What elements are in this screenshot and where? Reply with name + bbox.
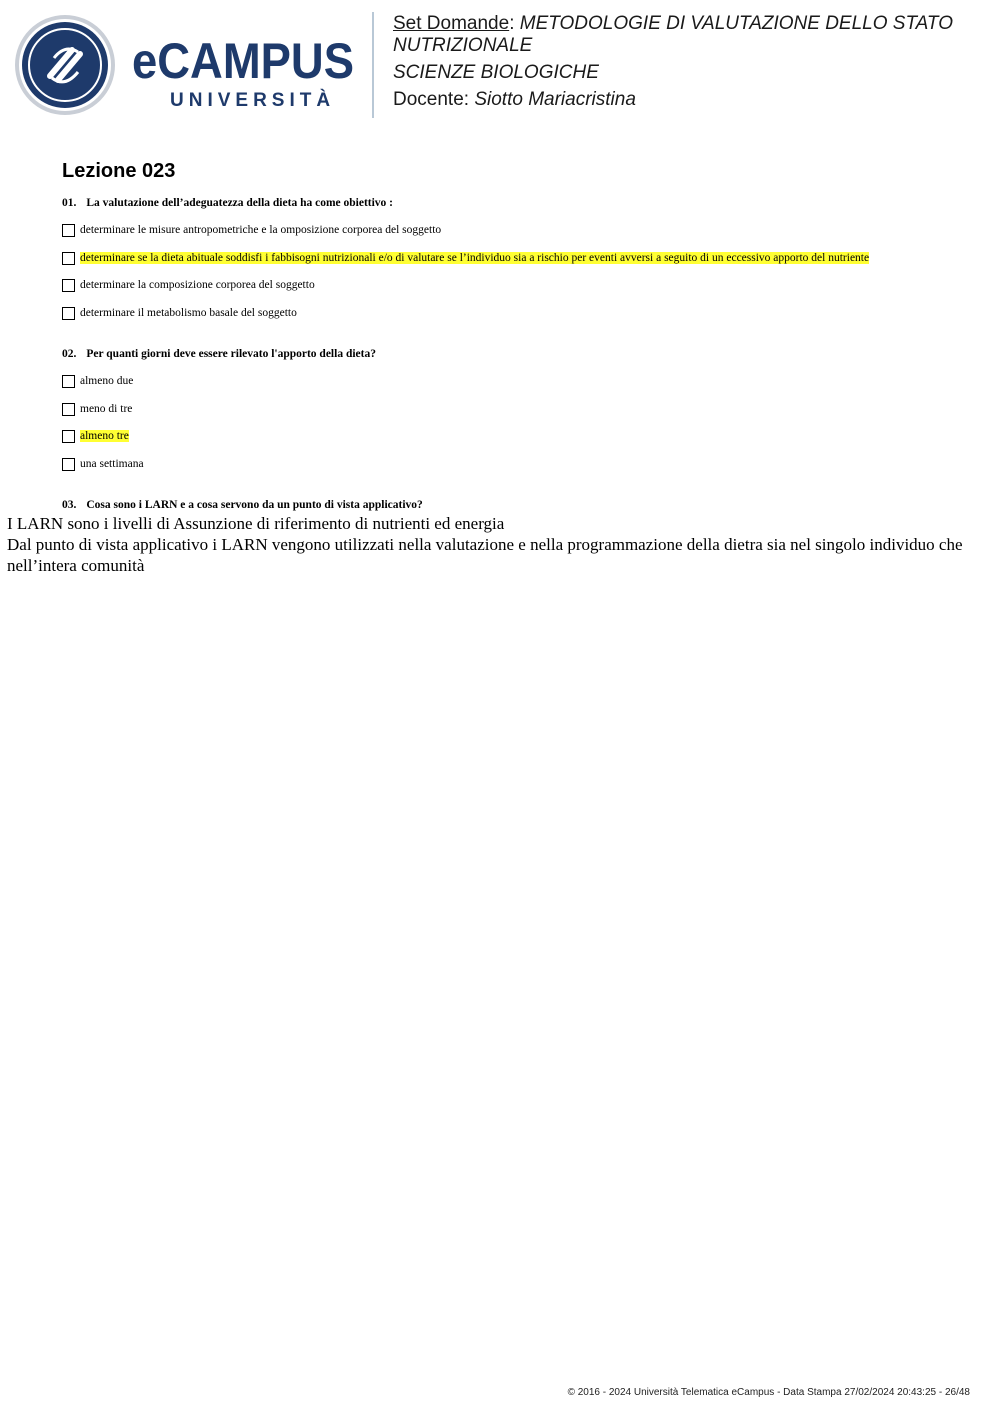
checkbox[interactable] (62, 430, 75, 443)
checkbox[interactable] (62, 458, 75, 471)
option-text: almeno due (80, 375, 134, 387)
teacher-row (393, 89, 983, 111)
svg-text:eCAMPUS: eCAMPUS (132, 33, 354, 89)
question-number: 01. (62, 197, 77, 209)
header-divider (372, 12, 374, 118)
option-q1-c[interactable] (62, 277, 315, 293)
set-separator: : (509, 13, 515, 34)
question-02 (62, 348, 376, 360)
option-q2-c[interactable] (62, 428, 129, 444)
question-text: Per quanti giorni deve essere rilevato l'apporto della dieta? (86, 348, 376, 360)
set-label: Set Domande (393, 13, 510, 34)
option-text: determinare il metabolismo basale del soggetto (80, 307, 297, 319)
question-number: 02. (62, 348, 77, 360)
option-q2-d[interactable] (62, 456, 144, 472)
option-q1-b[interactable] (62, 250, 869, 266)
checkbox[interactable] (62, 252, 75, 265)
checkbox[interactable] (62, 279, 75, 292)
question-03 (62, 499, 423, 511)
footer-copyright: © 2016 - 2024 Università Telematica eCampus - Data Stampa 27/02/2024 20:43:25 - 26/48 (567, 1387, 970, 1398)
question-number: 03. (62, 499, 77, 511)
checkbox[interactable] (62, 307, 75, 320)
ecampus-logo (14, 14, 359, 116)
ecampus-wordmark (132, 14, 362, 116)
option-text: meno di tre (80, 403, 133, 415)
option-text-highlighted: determinare se la dieta abituale soddisfi i fabbisogni nutrizionali e/o di valutare se l’individuo sia a rischio per eventi avversi a seguito di un eccessivo apporto del nutriente (80, 252, 870, 264)
answer-line: Dal punto di vista applicativo i LARN vengono utilizzati nella valutazione e nella programmazione della dietra sia nel singolo individuo che nell’intera comunità (7, 535, 963, 575)
option-q1-a[interactable] (62, 222, 441, 238)
option-text: determinare le misure antropometriche e la omposizione corporea del soggetto (80, 224, 442, 236)
lesson-title: Lezione 023 (62, 160, 176, 182)
course-name: SCIENZE BIOLOGICHE (393, 62, 599, 83)
question-text: La valutazione dell’adeguatezza della dieta ha come obiettivo : (86, 197, 394, 209)
option-q2-a[interactable] (62, 373, 133, 389)
university-seal-icon (14, 14, 116, 116)
set-title-row (393, 13, 983, 57)
checkbox[interactable] (62, 403, 75, 416)
checkbox[interactable] (62, 224, 75, 237)
question-text: Cosa sono i LARN e a cosa servono da un punto di vista applicativo? (86, 499, 423, 511)
svg-text:UNIVERSITÀ: UNIVERSITÀ (170, 90, 336, 111)
option-text: una settimana (80, 458, 144, 470)
option-text-highlighted: almeno tre (80, 430, 129, 442)
option-q1-d[interactable] (62, 305, 297, 321)
set-title: METODOLOGIE DI VALUTAZIONE DELLO STATO NUTRIZIONALE (393, 13, 953, 56)
option-q2-b[interactable] (62, 401, 132, 417)
answer-line: I LARN sono i livelli di Assunzione di riferimento di nutrienti ed energia (7, 514, 505, 533)
teacher-label: Docente: (393, 89, 470, 110)
option-text: determinare la composizione corporea del soggetto (80, 279, 315, 291)
answer-q3 (7, 513, 992, 576)
header-info (393, 13, 983, 116)
checkbox[interactable] (62, 375, 75, 388)
teacher-name: Siotto Mariacristina (474, 89, 636, 110)
question-01 (62, 197, 393, 209)
